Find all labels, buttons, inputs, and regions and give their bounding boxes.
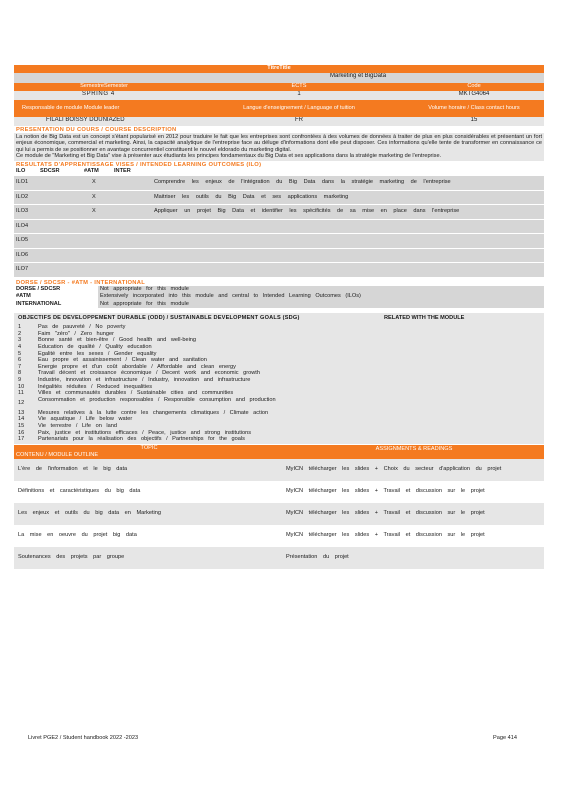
content-topic: L'ère de l'information et le big data [18, 466, 128, 473]
ilo-id: ILO1 [16, 179, 29, 186]
presentation-text-2: Ce module de "Marketing et Big Data" vise à présenter aux étudiants les principes fondamentaux du Big Data et ses applications dans la stratégie marketing de l'entreprise. [16, 152, 442, 159]
sdg-list [14, 324, 544, 443]
dorse-label: INTERNATIONAL [16, 300, 62, 307]
dorse-table [14, 286, 544, 309]
language-label: Langue d'enseignement / Language of tuition [243, 105, 355, 112]
semester-value-row [14, 91, 544, 100]
sdg-text: Industrie, innovation et infrastructure / Industry, innovation and infrastructure [38, 376, 251, 383]
sdg-item [14, 416, 544, 423]
sdg-text: Eau propre et assainissement / Clean water and sanitation [38, 357, 207, 364]
sdg-number: 13 [18, 409, 25, 416]
sdg-number: 1 [18, 324, 22, 331]
sdg-item [14, 384, 544, 391]
content-heading: CONTENU / MODULE OUTLINE [16, 451, 99, 458]
sdg-text: Consommation et production responsables / Responsible consumption and production [38, 396, 276, 403]
sdg-text: Bonne santé et bien-être / Good health and well-being [38, 337, 197, 344]
content-topic: Définitions et caractéristiques du big data [18, 488, 141, 495]
ilo-heading: RESULTATS D'APPRENTISSAGE VISES / INTENDED LEARNING OUTCOMES (ILO) [16, 162, 262, 169]
ilo-row [14, 234, 544, 249]
sdg-text: Partenariats pour la réalisation des objectifs / Partnerships for the goals [38, 436, 245, 443]
title-value-row [14, 73, 544, 83]
ilo-id: ILO2 [16, 193, 29, 200]
sdg-text: Energie propre et d'un coût abordable / Affordable and clean energy [38, 363, 236, 370]
semester-value: SPRING 4 [82, 91, 115, 97]
title-label: TitreTitle [267, 65, 291, 71]
content-topic: Soutenances des projets par groupe [18, 554, 125, 561]
sdg-text: Pas de pauvreté / No poverty [38, 324, 126, 331]
assign-label: ASSIGNMENTS & READINGS [375, 445, 453, 452]
sdg-number: 5 [18, 350, 22, 357]
content-table [14, 459, 544, 569]
sdg-item [14, 357, 544, 364]
sdg-text: Travail décent et croissance économique / Decent work and economic growth [38, 370, 260, 377]
ects-label: ECTS [291, 83, 307, 89]
sdg-text: Education de qualité / Quality education [38, 343, 152, 350]
sdg-text: Egalité entre les sexes / Gender equality [38, 350, 157, 357]
sdg-related-label: RELATED WITH THE MODULE [384, 315, 465, 322]
sdg-number: 2 [18, 330, 22, 337]
ilo-col-ilo: ILO [16, 168, 26, 175]
ilo-text: Comprendre les enjeux de l'intégration du Big Data dans la stratégie marketing de l'entreprise [154, 179, 451, 186]
sdg-item [14, 324, 544, 331]
sdg-number: 3 [18, 337, 22, 344]
sdg-item [14, 423, 544, 430]
ilo-id: ILO6 [16, 251, 29, 258]
sdg-number: 9 [18, 376, 22, 383]
content-row [14, 525, 544, 547]
sdg-number: 10 [18, 383, 25, 390]
content-row [14, 503, 544, 525]
sdg-number: 17 [18, 436, 25, 443]
ilo-text: Appliquer un projet Big Data et identifier les spécificités de sa mise en place dans l'entreprise [154, 208, 460, 215]
dorse-heading: DORSE / SDCSR - #ATM - INTERNATIONAL [16, 279, 146, 286]
sdg-number: 12 [18, 399, 25, 406]
hours-label: Volume horaire / Class contact hours [428, 105, 520, 111]
title-value: Marketing et BigData [330, 73, 387, 79]
sdg-section [14, 313, 544, 444]
content-topic: La mise en oeuvre du projet big data [18, 532, 137, 539]
content-row [14, 459, 544, 481]
sdg-text: Villes et communautés durables / Sustainable cities and communities [38, 390, 234, 397]
dorse-label: #ATM [16, 293, 31, 300]
content-row [14, 547, 544, 569]
sdg-item [14, 436, 544, 443]
sdg-number: 6 [18, 357, 22, 364]
sdg-text: Vie terrestre / Life on land [38, 422, 117, 429]
content-assign: MyICN télécharger les slides + Choix du secteur d'application du projet [286, 466, 502, 473]
ilo-table [14, 176, 544, 278]
language-value: FR [295, 117, 303, 123]
sdg-number: 11 [18, 390, 24, 397]
title-label-row [14, 65, 544, 73]
sdg-item [14, 344, 544, 351]
course-sheet [14, 65, 544, 569]
page-footer [28, 735, 528, 741]
dorse-row [14, 301, 544, 309]
dorse-row [14, 286, 544, 294]
presentation-text: La notion de Big Data est un concept s'étant popularisé en 2012 pour traduire le fait que les entreprises sont confrontées à des volumes de données à traiter de plus en plus considérables et présentant un fort enjeux économique, commercial et marketing. Ainsi, la capacité analytique de l'entreprise face au déluge d'informations dont elle peut disposer. Ces informations qu'elle tente de transformer en connaissance ce qui lui a permis de se positionner en avantage concurrentiel constituent le nouvel eldorado du marketing digital. [16, 134, 542, 153]
sdg-item [14, 430, 544, 437]
content-assign: MyICN télécharger les slides + Travail et discussion sur le projet [286, 510, 485, 517]
footer-left: Livret PGE2 / Student handbook 2022 -2023 [28, 735, 139, 741]
ilo-col-sdcsr: SDCSR [40, 168, 60, 175]
ilo-row [14, 176, 544, 191]
ilo-col-atm: #ATM [84, 168, 99, 175]
ects-value: 1 [297, 91, 301, 97]
code-label: Code [467, 83, 481, 89]
ilo-row [14, 220, 544, 235]
sdg-number: 16 [18, 429, 25, 436]
sdg-item [14, 337, 544, 344]
topic-label: TOPIC [140, 444, 158, 451]
ilo-row [14, 249, 544, 264]
sdg-text: Mesures relatives à la lutte contre les changements climatiques / Climate action [38, 409, 269, 416]
ilo-id: ILO4 [16, 222, 29, 229]
dorse-label: DORSE / SDCSR [16, 285, 61, 292]
sdg-text: Vie aquatique / Life below water [38, 416, 133, 423]
sdg-number: 14 [18, 416, 25, 423]
ilo-row [14, 263, 544, 278]
responsible-value-row [14, 117, 544, 126]
ilo-id: ILO3 [16, 208, 29, 215]
sdg-text: Paix, justice et institutions efficaces / Peace, justice and strong institutions [38, 429, 252, 436]
responsible-label-row [14, 100, 544, 117]
sdg-item [14, 390, 544, 397]
ilo-atm: X [92, 193, 96, 200]
semester-label: SemestreSemester [80, 83, 128, 89]
sdg-number: 4 [18, 343, 22, 350]
semester-label-row [14, 83, 544, 91]
sdg-number: 7 [18, 363, 22, 370]
dorse-value: Not appropriate for this module [98, 286, 544, 294]
content-header-row [14, 445, 544, 459]
content-assign: MyICN télécharger les slides + Travail et discussion sur le projet [286, 532, 485, 539]
ilo-id: ILO7 [16, 266, 29, 273]
ilo-col-inter: INTER [114, 168, 131, 175]
sdg-text: Inégalités réduites / Reduced inequalities [38, 383, 152, 390]
dorse-row [14, 293, 544, 301]
ilo-atm: X [92, 179, 96, 186]
responsible-label: Responsable de module Module leader [22, 105, 120, 111]
content-row [14, 481, 544, 503]
code-value: MKTG4064 [458, 91, 490, 97]
ilo-id: ILO5 [16, 237, 29, 244]
hours-value: 15 [470, 117, 478, 123]
sdg-item [14, 364, 544, 371]
content-assign: MyICN télécharger les slides + Travail et discussion sur le projet [286, 488, 485, 495]
sdg-number: 15 [18, 422, 25, 429]
responsible-value: FILALI BOISSY DOUNIAZED [46, 117, 125, 123]
ilo-atm: X [92, 208, 96, 215]
ilo-row [14, 205, 544, 220]
sdg-item [14, 377, 544, 384]
sdg-item [14, 397, 544, 410]
sdg-heading: OBJECTIFS DE DEVELOPPEMENT DURABLE (ODD) / SUSTAINABLE DEVELOPMENT GOALS (SDG) [18, 315, 300, 322]
dorse-value: Extensively incorporated into this module and central to Intended Learning Outcomes (ILOs) [98, 293, 544, 301]
sdg-text: Faim "zéro" / Zero hunger [38, 330, 114, 337]
presentation-heading: PRESENTATION DU COURS / COURSE DESCRIPTION [16, 127, 177, 133]
ilo-row [14, 191, 544, 206]
presentation-body [14, 133, 544, 161]
content-assign: Présentation du projet [286, 554, 349, 561]
sdg-number: 8 [18, 370, 22, 377]
sdg-item [14, 410, 544, 417]
ilo-header-row [14, 168, 544, 176]
footer-page: Page 414 [493, 735, 517, 741]
content-topic: Les enjeux et outils du big data en Marketing [18, 510, 162, 517]
sdg-item [14, 331, 544, 338]
sdg-item [14, 351, 544, 358]
sdg-item [14, 370, 544, 377]
dorse-value: Not appropriate for this module [98, 301, 544, 309]
ilo-text: Maitriser les outils du Big Data et ses applications marketing [154, 193, 349, 200]
